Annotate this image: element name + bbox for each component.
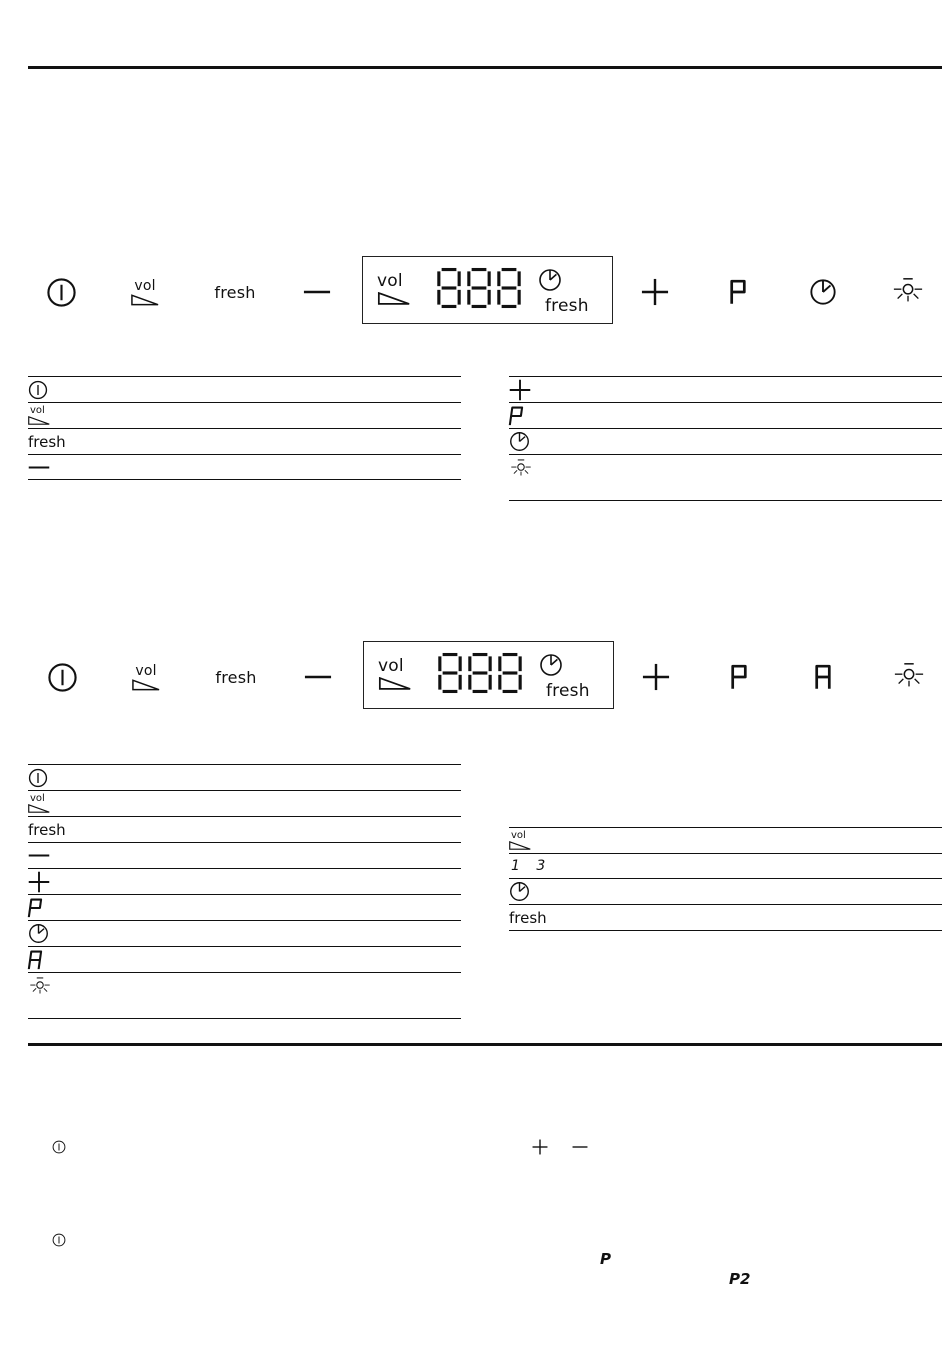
legend-row [28,895,461,921]
minus-button[interactable] [303,641,333,713]
vol-button[interactable] [129,641,163,713]
display-timer-icon [539,653,563,677]
minus-icon [28,853,50,858]
program-button[interactable] [729,641,749,713]
legend-row [509,429,942,455]
minus-button[interactable] [302,256,332,328]
vol-label: vol [30,793,45,804]
vol-label: vol [134,277,156,294]
legend-2-left [28,764,461,1019]
level-range-label: 1 3 [511,858,552,874]
program-p-icon [508,406,525,426]
minus-icon [304,674,332,680]
segment-digit [437,267,461,309]
legend-2-right [509,827,942,931]
light-icon [28,976,52,998]
fresh-label: fresh [28,432,66,451]
volume-wedge-icon [131,294,159,306]
power-button[interactable] [44,256,78,328]
legend-row [509,455,942,501]
power-icon [52,1140,66,1154]
display-fresh-label: fresh [546,681,590,701]
legend-row [28,843,461,869]
auto-a-icon [27,950,44,970]
legend-row [509,879,942,905]
program-p-icon [27,898,44,918]
power-icon [46,277,77,308]
power-icon [47,662,78,693]
legend-row [509,403,942,429]
minus-icon [28,465,50,470]
display-timer-icon [538,268,562,292]
bottom-divider [28,1043,942,1046]
legend-row [509,377,942,403]
display-vol-label: vol [377,271,403,291]
display-volume-wedge-icon [377,292,411,305]
legend-text [92,429,461,455]
display-fresh-label: fresh [545,296,589,316]
power-icon [52,1233,66,1247]
volume-wedge-icon [132,679,160,691]
legend-row [28,765,461,791]
plus-button[interactable] [640,256,670,328]
display-vol-label: vol [378,656,404,676]
legend-row [28,973,461,1019]
segment-digit [438,652,462,694]
segment-digit [497,267,521,309]
legend-1-left [28,376,461,480]
timer-button[interactable] [808,256,838,328]
program-p-inline: P [600,1250,611,1268]
power-button[interactable] [45,641,79,713]
light-button[interactable] [891,256,925,328]
volume-wedge-icon [509,841,531,850]
legend-row [28,817,461,843]
fresh-label: fresh [215,667,257,687]
plus-icon [28,871,50,893]
minus-icon [303,289,331,295]
fresh-label: fresh [28,820,66,839]
program-button[interactable] [728,256,748,328]
auto-button[interactable] [813,641,833,713]
legend-text [573,403,942,429]
legend-text [573,377,942,403]
legend-row [509,828,942,854]
vol-label: vol [511,830,526,841]
lcd-display [362,256,613,324]
fresh-button[interactable] [211,641,261,713]
legend-row [28,377,461,403]
plus-icon [509,379,531,401]
legend-row [28,869,461,895]
display-digits [438,652,522,694]
plus-icon [532,1139,548,1155]
legend-text [92,403,461,429]
minus-icon [572,1145,588,1149]
legend-row [28,429,461,455]
program-p-icon [730,664,748,690]
legend-row [28,921,461,947]
timer-icon [809,278,837,306]
volume-wedge-icon [28,804,50,813]
power-icon [28,380,48,400]
legend-row [509,905,942,931]
legend-text [92,455,461,480]
plus-button[interactable] [641,641,671,713]
segment-digit [498,652,522,694]
control-panel-2 [0,641,950,713]
legend-text [92,377,461,403]
lcd-display [363,641,614,709]
vol-label: vol [30,405,45,416]
segment-digit [467,267,491,309]
light-icon [509,458,533,480]
light-button[interactable] [892,641,926,713]
top-divider [28,66,942,69]
legend-row [28,455,461,480]
program-p-icon [729,279,747,305]
legend-row [28,947,461,973]
power-icon [28,768,48,788]
legend-text [573,455,942,501]
legend-row [509,854,942,879]
control-panel-1 [0,256,950,328]
light-icon [892,276,924,308]
auto-a-icon [814,664,832,690]
display-digits [437,267,521,309]
fresh-button[interactable] [210,256,260,328]
vol-label: vol [135,662,157,679]
segment-digit [468,652,492,694]
legend-row [28,403,461,429]
legend-text [573,429,942,455]
vol-button[interactable] [128,256,162,328]
plus-icon [642,663,670,691]
timer-icon [509,431,530,452]
volume-wedge-icon [28,416,50,425]
plus-icon [641,278,669,306]
legend-1-right [509,376,942,501]
legend-row [28,791,461,817]
display-volume-wedge-icon [378,677,412,690]
timer-icon [509,881,530,902]
fresh-label: fresh [509,908,547,927]
fresh-label: fresh [214,282,256,302]
program-p2-inline: P2 [729,1270,751,1288]
timer-icon [28,923,49,944]
light-icon [893,661,925,693]
